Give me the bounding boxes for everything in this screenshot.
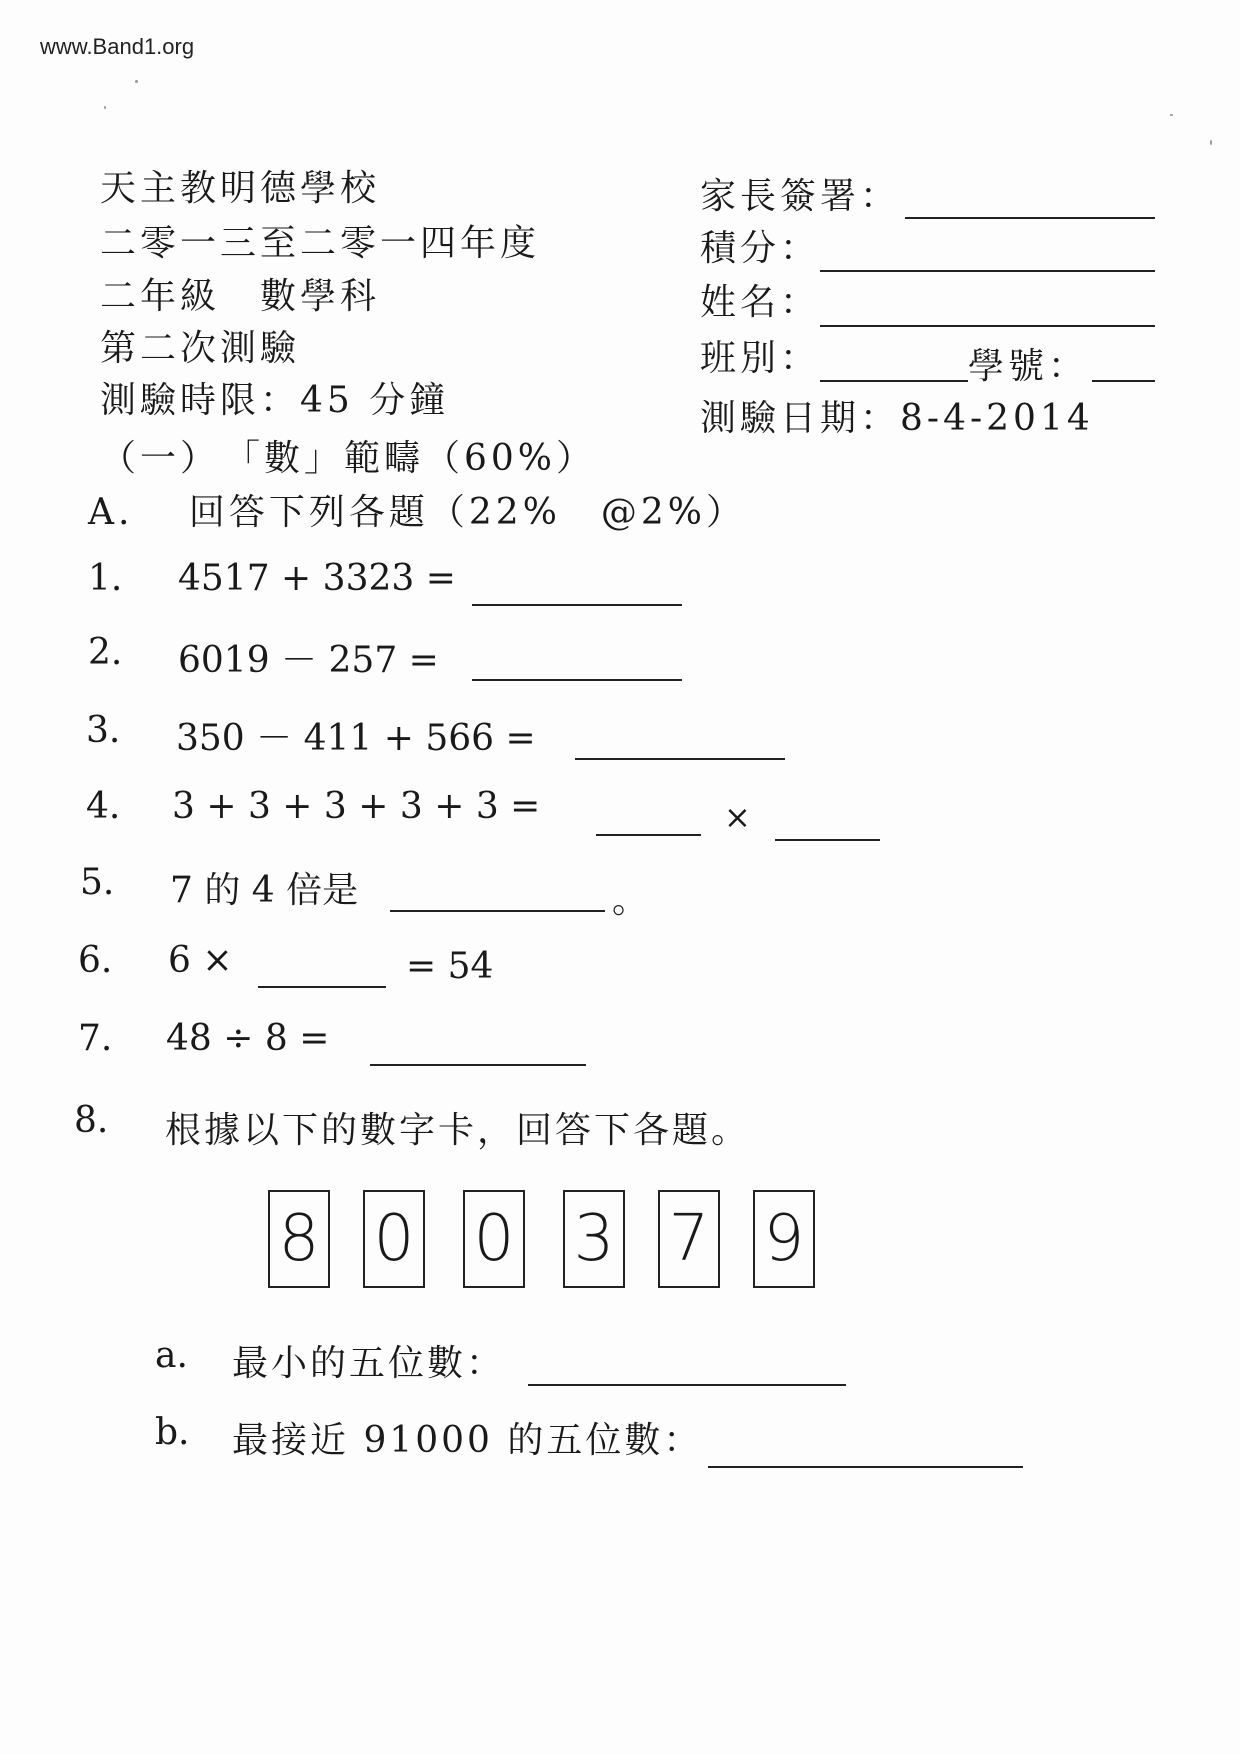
class-field[interactable] <box>820 338 968 382</box>
question-number: 2. <box>88 632 123 673</box>
question-end: = 54 <box>406 946 494 987</box>
school-year: 二零一三至二零一四年度 <box>100 223 541 264</box>
parent-signature-field[interactable] <box>905 175 1155 219</box>
question-text: 3 + 3 + 3 + 3 + 3 = <box>172 786 541 827</box>
sub-question-label: a. <box>155 1335 188 1376</box>
class-label: 班別： <box>700 338 821 379</box>
question-number: 6. <box>78 940 113 981</box>
question-number: 5. <box>80 862 115 903</box>
number-card: 0 <box>363 1190 425 1288</box>
answer-field-6[interactable] <box>258 950 386 988</box>
answer-field-3[interactable] <box>575 722 785 760</box>
question-number: 7. <box>78 1018 113 1059</box>
answer-field-4a[interactable] <box>596 798 701 836</box>
part-a-title: A. 回答下列各題（22% @2%） <box>88 492 747 533</box>
answer-field-2[interactable] <box>472 643 682 681</box>
sub-question-text: 最接近 91000 的五位數： <box>232 1420 703 1461</box>
question-number: 8. <box>74 1100 109 1141</box>
question-text: 48 ÷ 8 = <box>166 1018 330 1059</box>
scan-speck <box>135 80 138 83</box>
score-label: 積分： <box>700 228 821 269</box>
student-no-field[interactable] <box>1092 338 1155 382</box>
question-text: 6019 － 257 = <box>178 640 439 681</box>
sub-question-text: 最小的五位數： <box>232 1343 506 1384</box>
answer-field-1[interactable] <box>472 568 682 606</box>
grade-subject: 二年級 數學科 <box>100 276 381 317</box>
question-number: 1. <box>88 558 123 599</box>
scan-speck <box>104 106 106 109</box>
watermark: www.Band1.org <box>40 34 195 59</box>
scan-speck <box>1170 114 1173 116</box>
score-field[interactable] <box>820 228 1155 272</box>
question-number: 4. <box>86 786 121 827</box>
parent-signature-label: 家長簽署： <box>700 176 901 217</box>
scan-speck <box>1210 140 1212 145</box>
question-text: 根據以下的數字卡，回答下各題。 <box>165 1110 751 1151</box>
section-title: （一） 「數」範疇（60%） <box>100 438 597 479</box>
answer-field-5[interactable] <box>390 874 605 912</box>
test-date: 測驗日期：8-4-2014 <box>700 398 1094 439</box>
student-no-label: 學號： <box>968 346 1089 387</box>
answer-field-4b[interactable] <box>775 803 880 841</box>
question-end: 。 <box>612 880 649 921</box>
time-limit: 測驗時限：45 分鐘 <box>100 380 450 421</box>
name-field[interactable] <box>820 283 1155 327</box>
answer-field-7[interactable] <box>370 1028 586 1066</box>
answer-field-8b[interactable] <box>708 1428 1023 1468</box>
name-label: 姓名： <box>700 282 821 323</box>
sub-question-label: b. <box>155 1412 190 1453</box>
number-card: 0 <box>463 1190 525 1288</box>
answer-field-8a[interactable] <box>528 1346 846 1386</box>
times-sign: × <box>724 798 751 836</box>
number-card: 8 <box>268 1190 330 1288</box>
test-name: 第二次測驗 <box>100 328 301 369</box>
question-text: 6 × <box>168 940 233 981</box>
question-text: 350 － 411 + 566 = <box>176 718 536 759</box>
question-text: 7 的 4 倍是 <box>170 870 359 911</box>
number-card: 3 <box>563 1190 625 1288</box>
number-card: 7 <box>658 1190 720 1288</box>
school-name: 天主教明德學校 <box>100 168 381 209</box>
question-text: 4517 + 3323 = <box>178 558 456 599</box>
question-number: 3. <box>86 710 121 751</box>
number-card: 9 <box>753 1190 815 1288</box>
